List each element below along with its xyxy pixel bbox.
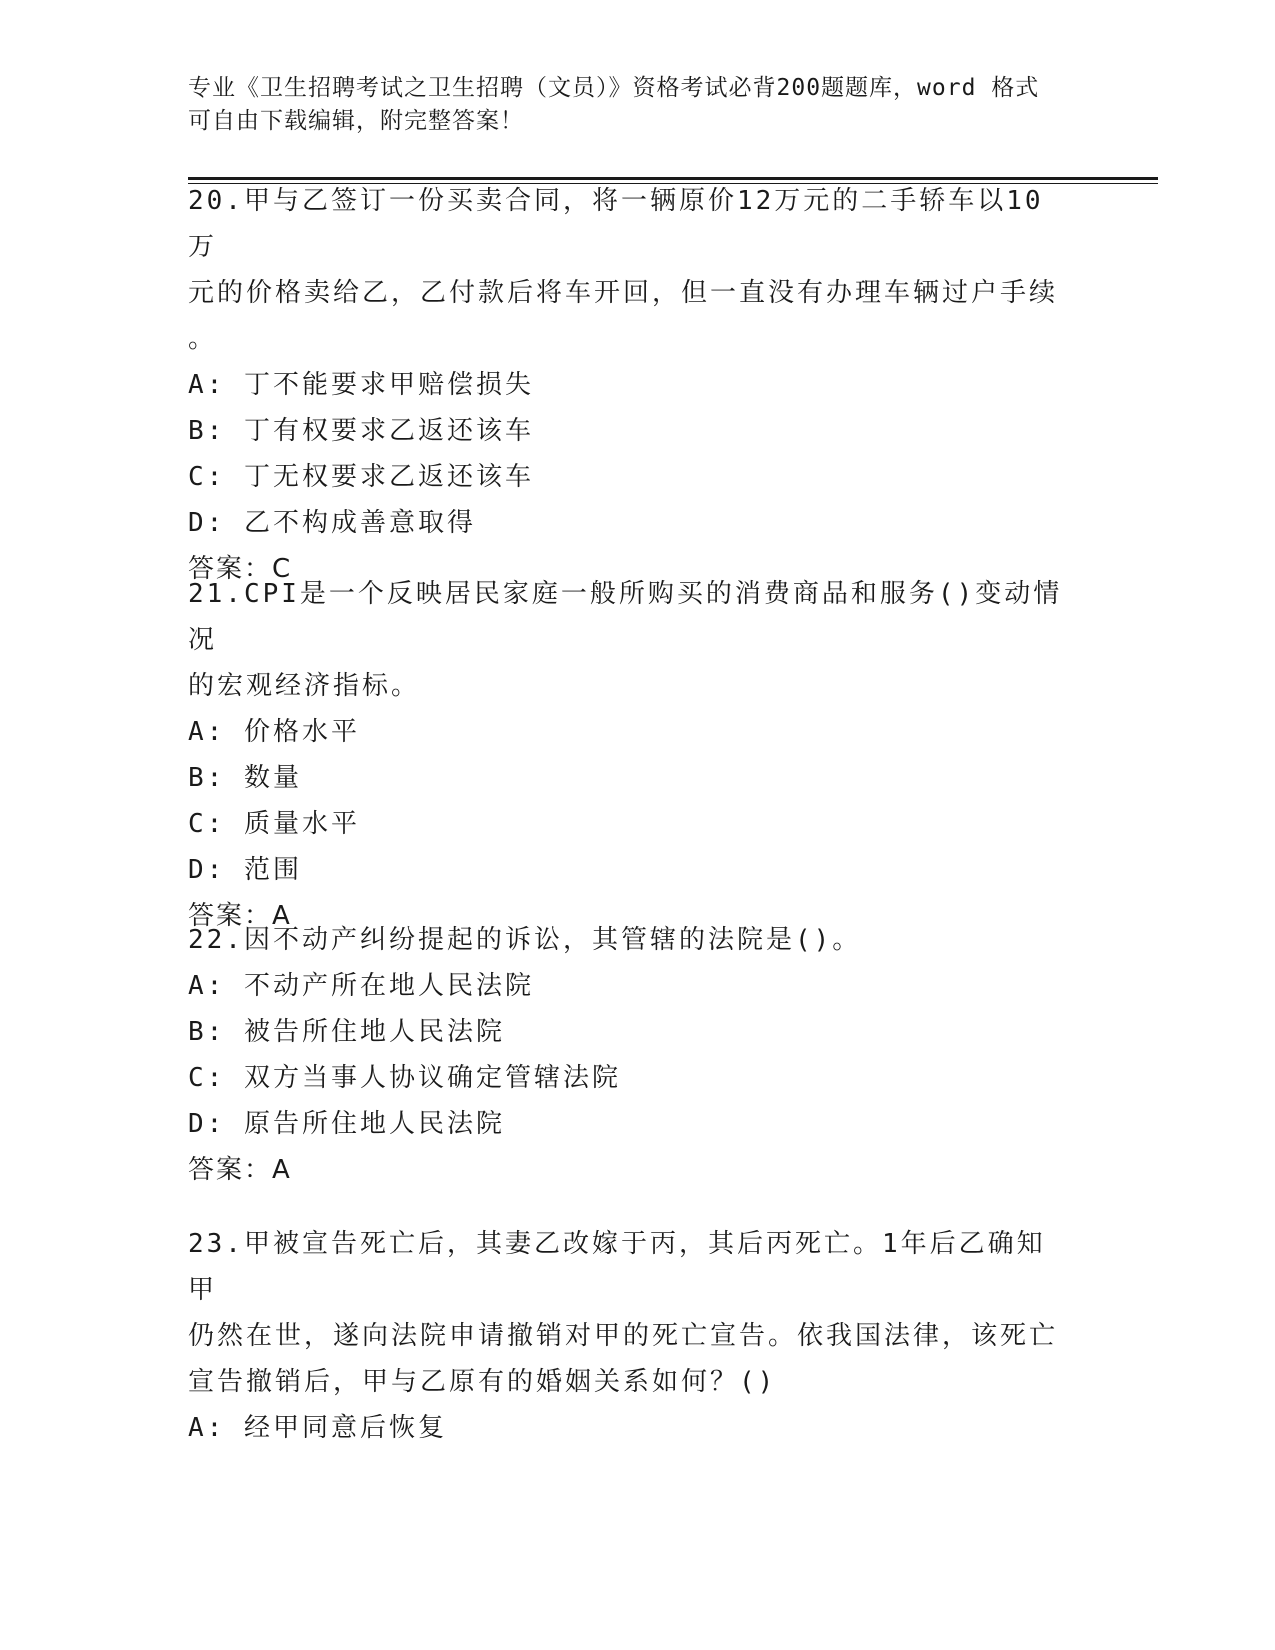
header-line-1: 专业《卫生招聘考试之卫生招聘（文员）》资格考试必背200题题库，word 格式 [188, 75, 1040, 101]
option-text: 被告所住地人民法院 [243, 1017, 505, 1047]
option-text: 范围 [243, 855, 302, 885]
option-d [188, 500, 1068, 546]
option-b [188, 408, 1068, 454]
option-label: D: [188, 1109, 226, 1139]
option-label: A: [188, 971, 226, 1001]
option-a [188, 1405, 1068, 1451]
option-d [188, 847, 1068, 893]
option-label: C: [188, 809, 226, 839]
question-stem-line: 21.CPI是一个反映居民家庭一般所购买的消费商品和服务()变动情况 [188, 579, 1063, 655]
option-a [188, 709, 1068, 755]
option-label: A: [188, 370, 226, 400]
option-label: D: [188, 855, 226, 885]
option-text: 丁有权要求乙返还该车 [243, 416, 534, 446]
question-21 [188, 571, 1068, 939]
option-c [188, 1055, 1068, 1101]
header-line-2: 可自由下载编辑，附完整答案！ [188, 108, 524, 134]
option-text: 价格水平 [243, 717, 360, 747]
option-label: A: [188, 1413, 226, 1443]
option-label: C: [188, 462, 226, 492]
option-label: C: [188, 1063, 226, 1093]
option-d [188, 1101, 1068, 1147]
option-b [188, 1009, 1068, 1055]
option-text: 数量 [243, 763, 302, 793]
answer-label: 答案： [188, 1155, 273, 1185]
option-a [188, 362, 1068, 408]
question-stem-line: 20.甲与乙签订一份买卖合同，将一辆原价12万元的二手轿车以10万 [188, 186, 1044, 262]
option-label: A: [188, 717, 226, 747]
option-c [188, 801, 1068, 847]
question-stem-line: 22.因不动产纠纷提起的诉讼，其管辖的法院是()。 [188, 925, 862, 955]
answer-value: A [272, 1155, 291, 1185]
option-text: 乙不构成善意取得 [243, 508, 476, 538]
question-stem-line: 的宏观经济指标。 [188, 671, 421, 701]
question-stem-line: 仍然在世，遂向法院申请撤销对甲的死亡宣告。依我国法律，该死亡 [188, 1321, 1059, 1351]
answer-line [188, 1147, 1068, 1193]
question-stem-line: 宣告撤销后，甲与乙原有的婚姻关系如何？() [188, 1367, 777, 1397]
option-c [188, 454, 1068, 500]
option-text: 经甲同意后恢复 [243, 1413, 447, 1443]
option-text: 丁无权要求乙返还该车 [243, 462, 534, 492]
answer-value: C [272, 554, 292, 584]
question-20 [188, 178, 1068, 592]
option-label: B: [188, 1017, 226, 1047]
question-23 [188, 1221, 1068, 1451]
option-text: 不动产所在地人民法院 [243, 971, 534, 1001]
option-text: 质量水平 [243, 809, 360, 839]
option-b [188, 755, 1068, 801]
question-stem-line: 。 [188, 324, 218, 354]
answer-label: 答案： [188, 554, 273, 584]
question-stem-line: 元的价格卖给乙，乙付款后将车开回，但一直没有办理车辆过户手续 [188, 278, 1059, 308]
question-22 [188, 917, 1068, 1193]
question-stem-line: 23.甲被宣告死亡后，其妻乙改嫁于丙，其后丙死亡。1年后乙确知甲 [188, 1229, 1046, 1305]
option-text: 双方当事人协议确定管辖法院 [243, 1063, 621, 1093]
option-label: B: [188, 416, 226, 446]
option-text: 原告所住地人民法院 [243, 1109, 505, 1139]
option-label: B: [188, 763, 226, 793]
answer-value: A [272, 901, 291, 931]
document-header [188, 72, 1068, 138]
option-text: 丁不能要求甲赔偿损失 [243, 370, 534, 400]
option-label: D: [188, 508, 226, 538]
answer-label: 答案： [188, 901, 273, 931]
option-a [188, 963, 1068, 1009]
